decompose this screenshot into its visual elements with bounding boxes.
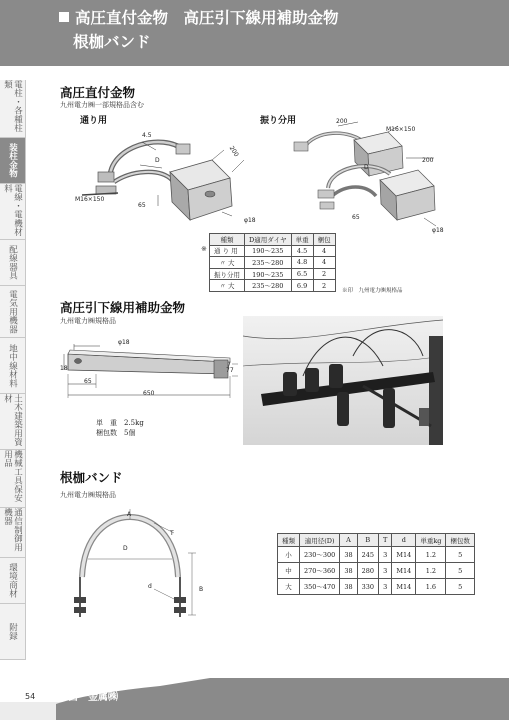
page-number: 54 (25, 692, 36, 701)
dim-D-s3: D (123, 545, 128, 552)
variant-straight-label: 通り用 (80, 116, 108, 126)
section3-title: 根枷バンド (60, 470, 123, 485)
dim-T-s3: T (170, 530, 174, 537)
side-tab-communication-control[interactable]: 通信制御用機器 (0, 508, 26, 558)
table-cell: 38 (340, 547, 357, 563)
dim-77-s2: 77 (226, 367, 234, 374)
table-row (210, 245, 336, 257)
table-cell: 235～280 (245, 257, 292, 269)
table-cell: 6.9 (291, 280, 313, 292)
table-header-cell: 種類 (278, 534, 300, 547)
table-header-cell: d (392, 534, 416, 547)
table-cell: 190～235 (245, 268, 292, 280)
table-cell: 6.5 (291, 268, 313, 280)
table1-asterisk: ※ (201, 245, 207, 253)
dim-m16-right: M16×150 (386, 126, 416, 133)
table-header-cell: T (379, 534, 392, 547)
table-cell: 1.2 (416, 547, 446, 563)
dim-phi18-s2: φ18 (118, 339, 130, 346)
dim-200-right-a: 200 (336, 118, 348, 125)
table-cell: 4 (313, 257, 335, 269)
table-header-cell: B (357, 534, 378, 547)
dim-d-s3: d (148, 583, 152, 590)
table-cell: 大 (278, 579, 300, 595)
table-header-cell: D適用ダイヤ (245, 234, 292, 246)
table-header-cell: 単重 (291, 234, 313, 246)
table-header-cell: 適用径(D) (300, 534, 340, 547)
swing-fitting-drawing (284, 118, 454, 236)
table-cell: 235～280 (245, 280, 292, 292)
side-tab-tools-safety[interactable]: 機械工具保安用品 (0, 450, 26, 508)
dim-phi18-left: φ18 (244, 217, 256, 224)
table-cell: 5 (446, 547, 475, 563)
section2-subtitle: 九州電力㈱規格品 (60, 317, 116, 325)
side-tab-civil-construction[interactable]: 土木建築用資材 (0, 394, 26, 450)
table-cell: 通 り 用 (210, 245, 245, 257)
table-cell: 2 (313, 268, 335, 280)
page-title-line1 (59, 9, 339, 27)
table-cell: 1.6 (416, 579, 446, 595)
table-cell: 3 (379, 563, 392, 579)
side-tab-wiring-devices[interactable]: 配線器具 (0, 240, 26, 286)
section2-title: 高圧引下線用補助金物 (60, 300, 186, 315)
dim-phi18-right: φ18 (432, 227, 444, 234)
table-header-cell: A (340, 534, 357, 547)
table-cell: 〃 大 (210, 280, 245, 292)
table-cell: M14 (392, 547, 416, 563)
table-cell: 3 (379, 579, 392, 595)
section1-title: 高圧直付金物 (60, 85, 136, 100)
table-cell: 190～235 (245, 245, 292, 257)
spec-pack: 梱包数 5個 (96, 429, 136, 437)
table-cell: 5 (446, 579, 475, 595)
table-cell: 3 (379, 547, 392, 563)
variant-swing-label: 振り分用 (260, 116, 297, 126)
dim-200-left: 200 (227, 144, 240, 159)
side-tab-wire-materials[interactable]: 電線・電機材料 (0, 184, 26, 240)
section3-spec-table (277, 533, 475, 595)
dim-D-right: D (364, 164, 369, 171)
side-tab-pole-hardware[interactable]: 装柱金物 (0, 138, 26, 184)
table-row (278, 579, 475, 595)
straight-fitting-drawing (72, 120, 252, 230)
dim-A-s3: A (127, 511, 132, 518)
table-header-cell: 種類 (210, 234, 245, 246)
dim-65-left: 65 (138, 202, 146, 209)
table-cell: 2 (313, 280, 335, 292)
table-cell: 38 (340, 563, 357, 579)
photo-illustration (243, 316, 443, 445)
page-title-text-1: 高圧直付金物 高圧引下線用補助金物 (75, 9, 339, 27)
table-cell: 350～470 (300, 579, 340, 595)
dim-65-right: 65 (352, 214, 360, 221)
table-header-cell: 梱包 (313, 234, 335, 246)
dim-B-s3: B (199, 586, 204, 593)
table-row (210, 257, 336, 269)
table-header-row (210, 234, 336, 246)
section1-subtitle: 九州電力㈱一部規格品含む (60, 101, 144, 109)
table-cell: 4.8 (291, 257, 313, 269)
section3-subtitle: 九州電力㈱規格品 (60, 491, 116, 499)
title-square-icon (59, 12, 69, 22)
table-cell: M14 (392, 563, 416, 579)
page-title-line2: 根枷バンド (73, 33, 151, 51)
dim-D-left: D (155, 157, 160, 164)
side-tab-appendix[interactable]: 附録 (0, 604, 26, 660)
table-row (210, 280, 336, 292)
table-cell: 330 (357, 579, 378, 595)
table-header-cell: 梱包数 (446, 534, 475, 547)
table-cell: 中 (278, 563, 300, 579)
table-cell: 270～360 (300, 563, 340, 579)
side-tab-poles[interactable]: 電柱・各種柱類 (0, 80, 26, 138)
section1-spec-table (209, 233, 336, 292)
dim-200-right-b: 200 (422, 157, 434, 164)
table-cell: M14 (392, 579, 416, 595)
table-cell: 〃 大 (210, 257, 245, 269)
table-cell: 4.5 (291, 245, 313, 257)
table-row (278, 547, 475, 563)
dim-65-s2: 65 (84, 378, 92, 385)
table-cell: 230～300 (300, 547, 340, 563)
side-tab-environment[interactable]: 環境商材 (0, 558, 26, 604)
table-cell: 245 (357, 547, 378, 563)
spec-weight: 単 重 2.5kg (96, 419, 144, 427)
table-cell: 振り分用 (210, 268, 245, 280)
dim-18-s2: 18 (60, 365, 68, 372)
band-drawing (62, 505, 212, 635)
table-cell: 1.2 (416, 563, 446, 579)
table-cell: 5 (446, 563, 475, 579)
table-header-cell: 単重kg (416, 534, 446, 547)
dim-650-s2: 650 (143, 390, 155, 397)
side-tab-underground-materials[interactable]: 地中線材料 (0, 338, 26, 394)
table-cell: 38 (340, 579, 357, 595)
dim-4-5: 4.5 (142, 132, 152, 139)
side-tab-electrical-equipment[interactable]: 電気用機器 (0, 286, 26, 338)
table-cell: 280 (357, 563, 378, 579)
dim-m16-left: M16×150 (75, 196, 105, 203)
header-band (0, 0, 509, 66)
table-cell: 4 (313, 245, 335, 257)
table1-note: ※印 九州電力㈱規格品 (342, 288, 403, 294)
table-header-row (278, 534, 475, 547)
installation-photo (243, 316, 443, 445)
table-row (210, 268, 336, 280)
company-name: 昌一金属㈱ (68, 692, 118, 703)
table-row (278, 563, 475, 579)
table-cell: 小 (278, 547, 300, 563)
